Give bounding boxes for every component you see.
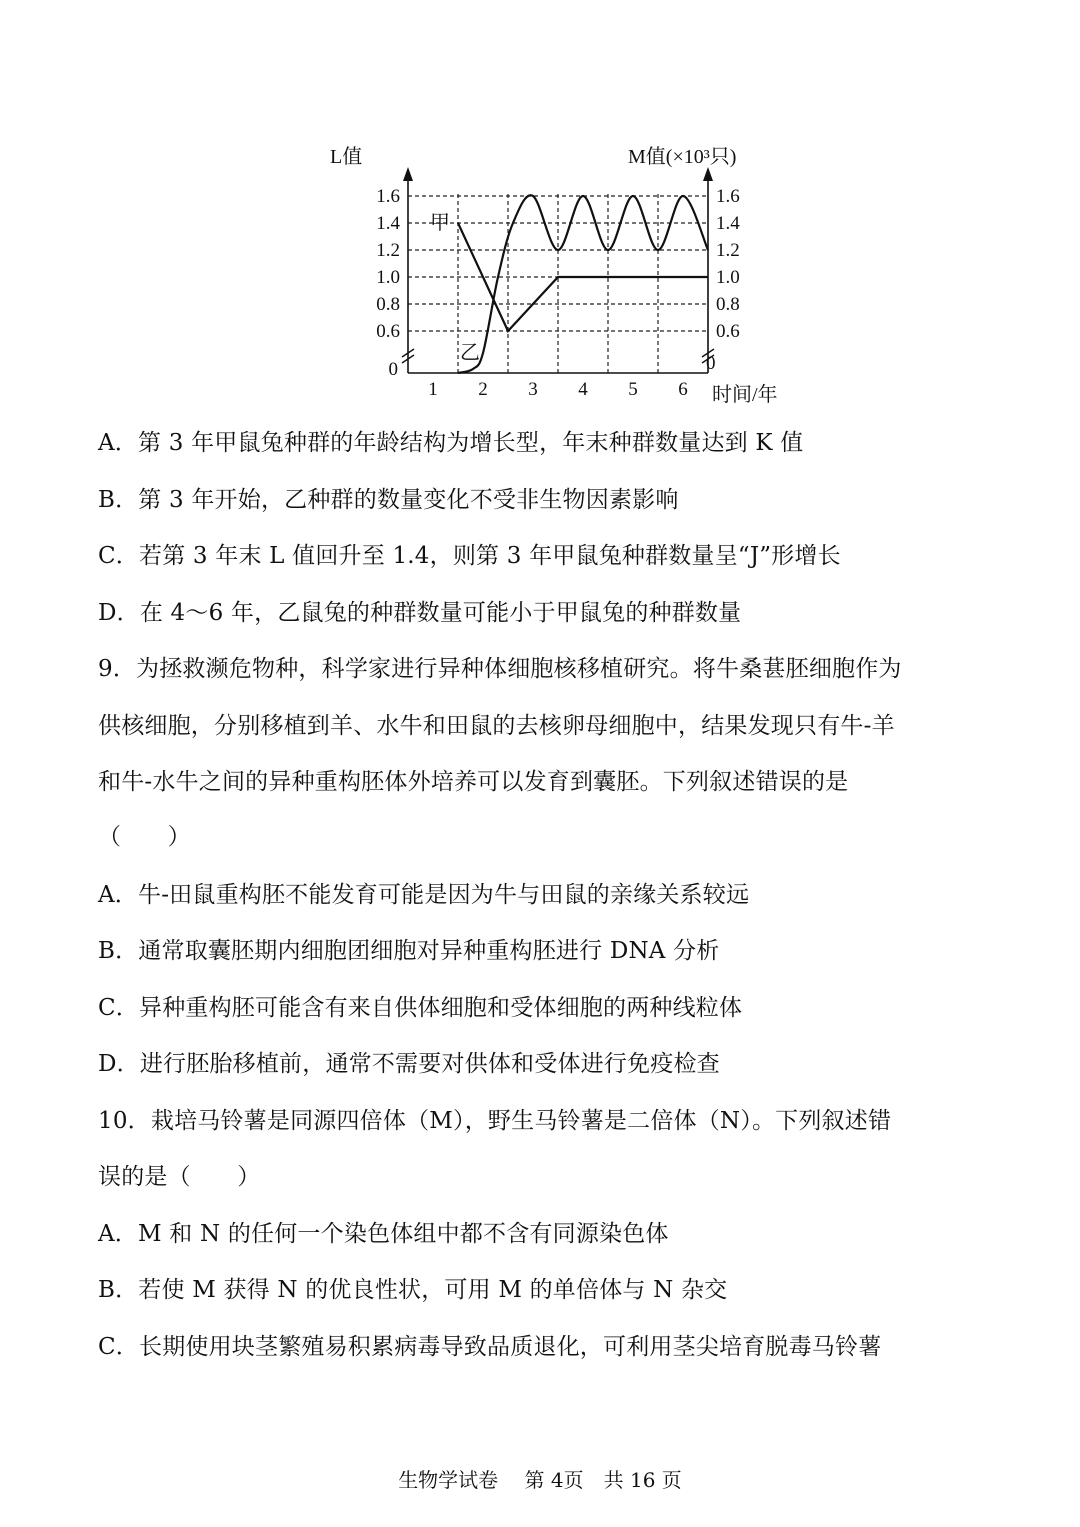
- x-tick-label: 3: [528, 379, 538, 400]
- left-y-tick-label: 0.6: [376, 321, 400, 342]
- q8-option-b: B．第 3 年开始，乙种群的数量变化不受非生物因素影响: [98, 487, 679, 513]
- right-y-axis-arrow: [703, 167, 713, 181]
- right-y-tick-label: 1.0: [716, 267, 740, 288]
- series-label-jia: 甲: [430, 212, 450, 234]
- right-y-tick-label: 0.8: [716, 294, 740, 315]
- left-y-tick-label: 1.6: [376, 186, 400, 207]
- q9-option-d: D．进行胚胎移植前，通常不需要对供体和受体进行免疫检查: [98, 1051, 720, 1077]
- series-line-yi: [458, 195, 708, 373]
- right-y-axis-title: M值(×10³只): [628, 146, 737, 168]
- x-tick-label: 2: [478, 379, 488, 400]
- q8-option-d: D．在 4～6 年，乙鼠兔的种群数量可能小于甲鼠兔的种群数量: [98, 600, 742, 626]
- q10-option-b: B．若使 M 获得 N 的优良性状，可用 M 的单倍体与 N 杂交: [98, 1277, 728, 1303]
- q10-option-a: A．M 和 N 的任何一个染色体组中都不含有同源染色体: [98, 1221, 669, 1247]
- q9-option-a: A．牛-田鼠重构胚不能发育可能是因为牛与田鼠的亲缘关系较远: [98, 882, 750, 908]
- right-y-tick-label: 0.6: [716, 321, 740, 342]
- q10-stem-line-1: 10．栽培马铃薯是同源四倍体（M），野生马铃薯是二倍体（N）。下列叙述错: [98, 1108, 892, 1134]
- left-y-tick-label: 1.2: [376, 240, 400, 261]
- q9-stem-line-2: 供核细胞，分别移植到羊、水牛和田鼠的去核卵母细胞中，结果发现只有牛-羊: [98, 713, 895, 739]
- q9-stem-line-3: 和牛-水牛之间的异种重构胚体外培养可以发育到囊胚。下列叙述错误的是: [98, 769, 849, 795]
- x-axis-title: 时间/年: [712, 384, 778, 406]
- left-y-zero-label: 0: [388, 359, 398, 380]
- left-y-tick-label: 1.0: [376, 267, 400, 288]
- right-y-zero-label: 0: [706, 353, 716, 374]
- page-footer: 生物学试卷 第 4页 共 16 页: [398, 1468, 682, 1492]
- left-y-tick-label: 0.8: [376, 294, 400, 315]
- series-label-yi: 乙: [460, 342, 480, 364]
- right-y-tick-label: 1.4: [716, 213, 740, 234]
- q9-stem-line-1: 9．为拯救濒危物种，科学家进行异种体细胞核移植研究。将牛桑葚胚细胞作为: [98, 656, 902, 682]
- left-y-axis-title: L值: [330, 146, 363, 168]
- x-tick-label: 6: [678, 379, 688, 400]
- q9-option-c: C．异种重构胚可能含有来自供体细胞和受体细胞的两种线粒体: [98, 995, 743, 1021]
- left-y-axis-arrow: [403, 167, 413, 181]
- population-chart: [310, 135, 790, 410]
- chart-svg: [310, 135, 790, 410]
- x-tick-label: 5: [628, 379, 638, 400]
- q9-option-b: B．通常取囊胚期内细胞团细胞对异种重构胚进行 DNA 分析: [98, 938, 720, 964]
- q8-option-a: A．第 3 年甲鼠兔种群的年龄结构为增长型，年末种群数量达到 K 值: [98, 430, 804, 456]
- x-tick-label: 1: [428, 379, 438, 400]
- q10-stem-line-2: 误的是（ ）: [98, 1164, 261, 1190]
- x-tick-label: 4: [578, 379, 588, 400]
- right-y-tick-label: 1.2: [716, 240, 740, 261]
- q9-answer-blank: （ ）: [98, 824, 191, 850]
- q8-option-c: C．若第 3 年末 L 值回升至 1.4，则第 3 年甲鼠兔种群数量呈“J”形增长: [98, 543, 841, 569]
- left-y-tick-label: 1.4: [376, 213, 400, 234]
- right-y-tick-label: 1.6: [716, 186, 740, 207]
- q10-option-c: C．长期使用块茎繁殖易积累病毒导致品质退化，可利用茎尖培育脱毒马铃薯: [98, 1334, 882, 1360]
